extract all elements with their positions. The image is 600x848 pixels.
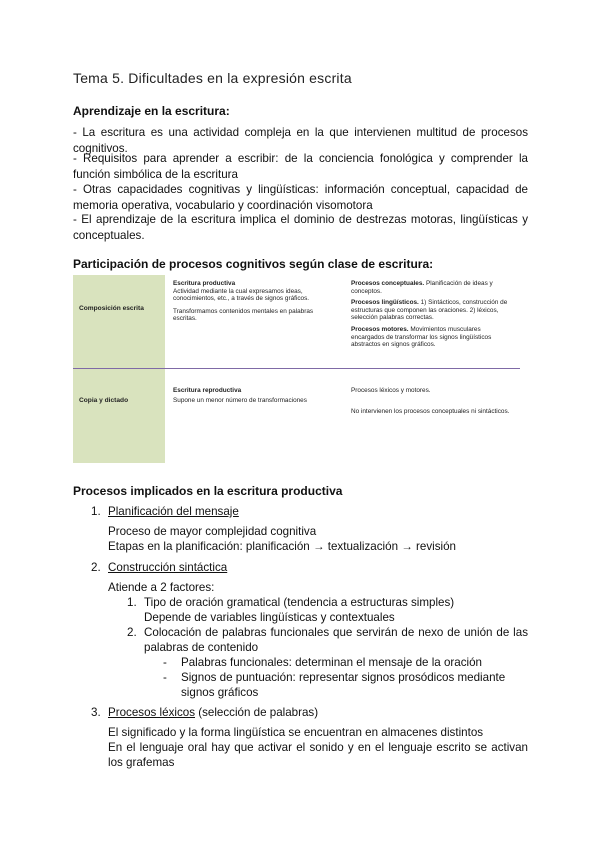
process-table bbox=[73, 275, 520, 463]
table-label-column bbox=[73, 275, 165, 463]
item2-sub2-number: 2. bbox=[127, 626, 137, 639]
row2-right-t1: Procesos léxicos y motores. bbox=[351, 387, 431, 394]
row1-right-t3: Movimientos musculares encargados de transformar los signos lingüísticos abstractos en signos gráficos. bbox=[351, 325, 492, 349]
row1-right-b1: Procesos conceptuales. bbox=[351, 280, 425, 287]
row1-right-b3: Procesos motores. bbox=[351, 325, 409, 333]
item3-line1: El significado y la forma lingüística se encuentran en almacenes distintos bbox=[108, 726, 484, 739]
item2-sub1-line2: Depende de variables lingüísticas y contextuales bbox=[144, 611, 395, 624]
bullet-1: - La escritura es una actividad compleja en la que intervienen multitud de procesos cognitivos. bbox=[73, 126, 528, 155]
item1-line2: Etapas en la planificación: planificación → textualización → revisión bbox=[108, 540, 456, 553]
row1-right-cell bbox=[351, 280, 513, 349]
section-heading-procesos: Procesos implicados en la escritura productiva bbox=[73, 484, 343, 498]
item3-number: 3. bbox=[91, 706, 101, 719]
item3-line2: En el lenguaje oral hay que activar el sonido y en el lenguaje escrito se activan los grafemas bbox=[108, 741, 528, 769]
item2-sub2-text: Colocación de palabras funcionales que servirán de nexo de unión de las palabras de contenido bbox=[144, 626, 528, 654]
row2-right-cell bbox=[351, 387, 513, 415]
page-title: Tema 5. Dificultades en la expresión escrita bbox=[73, 70, 352, 86]
bullet-4: - El aprendizaje de la escritura implica el dominio de destrezas motoras, lingüísticas y conceptuales. bbox=[73, 213, 528, 242]
item1-number: 1. bbox=[91, 505, 101, 518]
item3-title: Procesos léxicos bbox=[108, 706, 195, 719]
row2-mid-text1: Supone un menor número de transformaciones bbox=[173, 396, 307, 404]
row1-right-t2: 1) Sintácticos, construcción de estructuras que componen las oraciones. 2) léxicos, selección palabras correctas. bbox=[351, 299, 508, 322]
item2-dash2: Signos de puntuación: representar signos prosódicos mediante signos gráficos bbox=[181, 671, 506, 699]
row1-label: Composición escrita bbox=[79, 305, 144, 312]
row1-middle-cell bbox=[173, 280, 338, 323]
item3-title-suffix: (selección de palabras) bbox=[195, 706, 319, 719]
row1-mid-text2: Transformamos contenidos mentales en palabras escritas. bbox=[173, 307, 314, 323]
item2-number: 2. bbox=[91, 561, 101, 574]
item2-intro: Atiende a 2 factores: bbox=[108, 581, 215, 594]
table-row-divider bbox=[73, 368, 520, 369]
item1-line1: Proceso de mayor complejidad cognitiva bbox=[108, 525, 317, 538]
item2-title: Construcción sintáctica bbox=[108, 561, 228, 574]
row2-label: Copia y dictado bbox=[79, 397, 129, 404]
row1-right-b2: Procesos lingüísticos. bbox=[351, 299, 419, 307]
bullet-2: - Requisitos para aprender a escribir: de la conciencia fonológica y comprender la función simbólica de la escritura bbox=[73, 152, 528, 181]
item2-sub1-line1: Tipo de oración gramatical (tendencia a estructuras simples) bbox=[144, 596, 455, 609]
item3-title-line bbox=[108, 705, 318, 720]
row1-right-t1: Planificación de ideas y conceptos. bbox=[351, 280, 493, 295]
item2-dash1-mark: - bbox=[163, 656, 167, 669]
bullet-3: - Otras capacidades cognitivas y lingüísticas: información conceptual, capacidad de memoria operativa, vocabulario y coordinación visomotora bbox=[73, 183, 528, 212]
item2-sub1-number: 1. bbox=[127, 596, 137, 609]
row2-middle-cell bbox=[173, 387, 338, 404]
item2-dash2-mark: - bbox=[163, 671, 167, 684]
row1-mid-title: Escritura productiva bbox=[173, 280, 236, 287]
section-heading-aprendizaje: Aprendizaje en la escritura: bbox=[73, 104, 230, 118]
item1-title: Planificación del mensaje bbox=[108, 505, 239, 518]
row1-mid-text1: Actividad mediante la cual expresamos ideas, conocimientos, etc., a través de signos gráficos. bbox=[173, 287, 310, 303]
section-heading-participacion: Participación de procesos cognitivos según clase de escritura: bbox=[73, 257, 434, 271]
row2-mid-title: Escritura reproductiva bbox=[173, 387, 242, 394]
row2-right-t2: No intervienen los procesos conceptuales ni sintácticos. bbox=[351, 407, 510, 415]
item2-dash1: Palabras funcionales: determinan el mensaje de la oración bbox=[181, 656, 482, 669]
